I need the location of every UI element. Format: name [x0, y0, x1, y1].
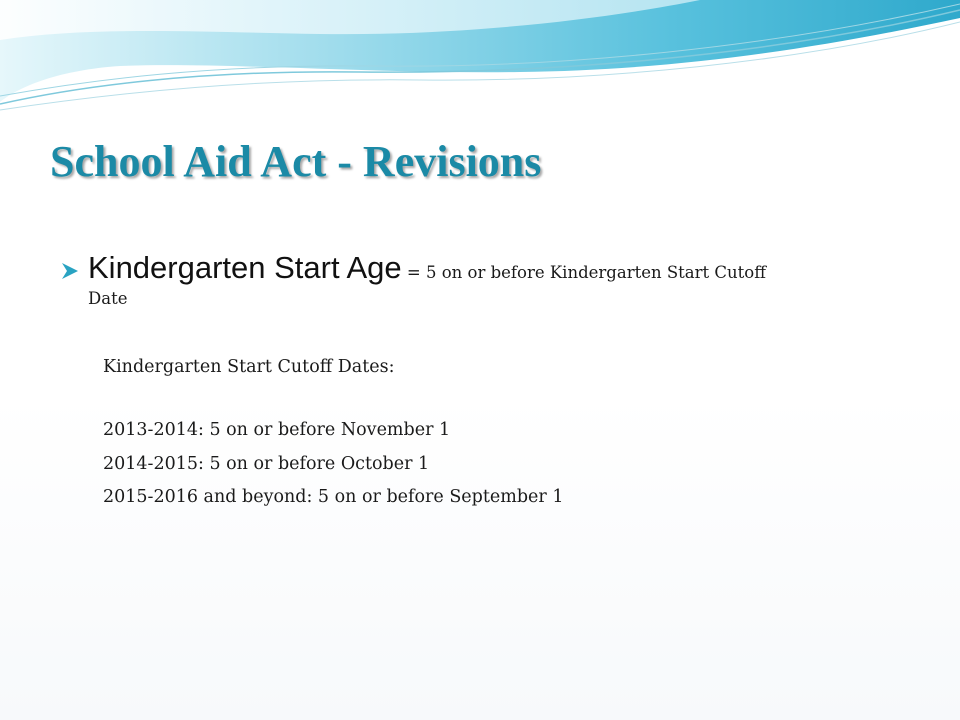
bullet-detail-continuation: Date	[88, 289, 128, 308]
cutoff-date-item: 2014-2015: 5 on or before October 1	[103, 454, 430, 474]
cutoff-dates-heading: Kindergarten Start Cutoff Dates:	[103, 357, 395, 377]
wave-header-decoration	[0, 0, 960, 120]
bullet-heading: Kindergarten Start Age	[88, 250, 402, 285]
bullet-text	[88, 252, 888, 309]
bullet-detail: = 5 on or before Kindergarten Start Cutoff	[401, 263, 766, 282]
cutoff-date-item: 2015-2016 and beyond: 5 on or before September 1	[103, 487, 564, 507]
cutoff-date-item: 2013-2014: 5 on or before November 1	[103, 420, 451, 440]
slide-title: School Aid Act - Revisions	[50, 137, 542, 186]
arrow-bullet-icon	[60, 262, 80, 280]
